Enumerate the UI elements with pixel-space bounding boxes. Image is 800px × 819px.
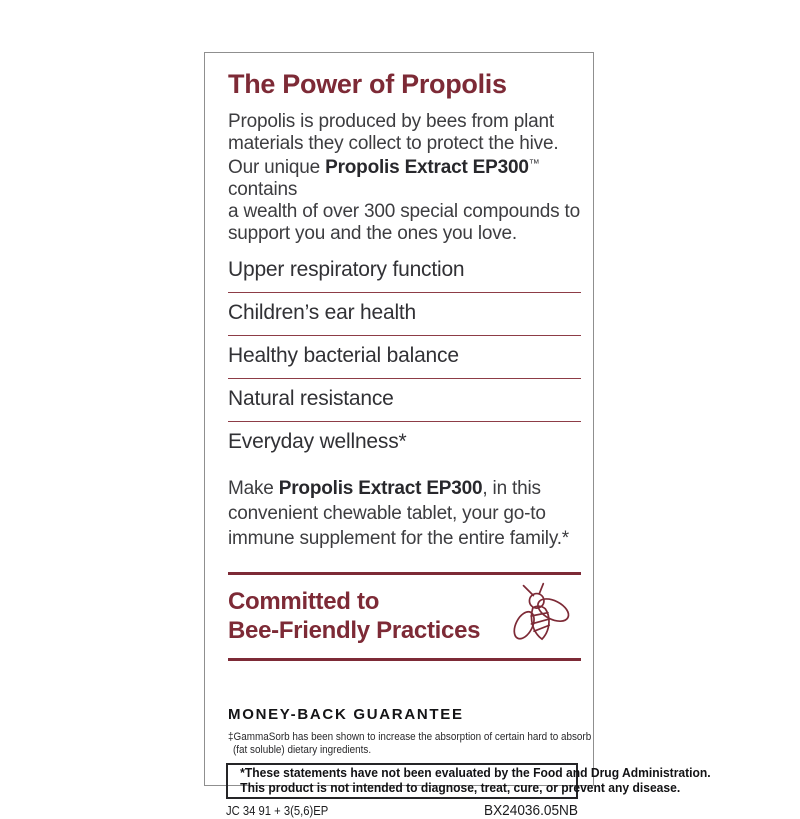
trademark-symbol: ™ (528, 158, 540, 171)
commitment-heading (228, 587, 480, 645)
money-back-guarantee-heading: MONEY-BACK GUARANTEE (228, 706, 464, 724)
gammasorb-footnote (228, 731, 592, 757)
closing-line (228, 501, 581, 526)
intro-line (228, 201, 581, 223)
production-codes (226, 803, 578, 819)
intro-paragraph (228, 111, 581, 244)
closing-text: immune supplement for the entire family.* (228, 528, 569, 550)
closing-line (228, 526, 581, 551)
intro-line (228, 154, 581, 200)
intro-text: Our unique (228, 157, 326, 179)
disclaimer-line: This product is not intended to diagnose, treat, cure, or prevent any disease. (240, 779, 681, 795)
list-item: Children’s ear health (228, 293, 581, 336)
closing-text: Make (228, 478, 279, 500)
fda-disclaimer-box (226, 763, 711, 799)
list-item: Natural resistance (228, 379, 581, 422)
bee-icon (507, 583, 573, 649)
lot-code-left: JC 34 91 + 3(5,6)EP (226, 804, 329, 819)
closing-text: convenient chewable tablet, your go-to (228, 503, 546, 525)
product-name: Propolis Extract EP300 (325, 157, 529, 179)
lot-code-right: BX24036.05NB (484, 803, 578, 819)
intro-text: materials they collect to protect the hive. (228, 132, 559, 154)
list-item: Healthy bacterial balance (228, 336, 581, 379)
disclaimer-line: *These statements have not been evaluated by the Food and Drug Administration. (240, 765, 711, 781)
intro-line (228, 223, 581, 245)
commitment-line: Committed to (228, 588, 380, 616)
benefit-list (228, 250, 581, 464)
intro-line (228, 111, 581, 133)
list-item: Everyday wellness* (228, 430, 407, 454)
list-item: Upper respiratory function (228, 250, 581, 293)
intro-text: a wealth of over 300 special compounds to (228, 200, 580, 222)
page-title: The Power of Propolis (228, 69, 507, 99)
intro-text: support you and the ones you love. (228, 222, 517, 244)
intro-text: contains (228, 179, 298, 201)
intro-line (228, 133, 581, 155)
intro-text: Propolis is produced by bees from plant (228, 111, 554, 132)
footnote-text: ‡GammaSorb has been shown to increase the absorption of certain hard to absorb (228, 731, 592, 744)
product-name: Propolis Extract EP300 (278, 478, 483, 500)
label-panel (204, 52, 711, 819)
footnote-text: (fat soluble) dietary ingredients. (233, 744, 372, 757)
commitment-line: Bee-Friendly Practices (228, 617, 481, 645)
bee-friendly-banner (228, 572, 581, 661)
footnote-line (228, 731, 592, 744)
closing-paragraph (228, 476, 581, 551)
closing-text: , in this (482, 478, 541, 500)
footnote-line (228, 744, 581, 757)
closing-line (228, 476, 581, 501)
